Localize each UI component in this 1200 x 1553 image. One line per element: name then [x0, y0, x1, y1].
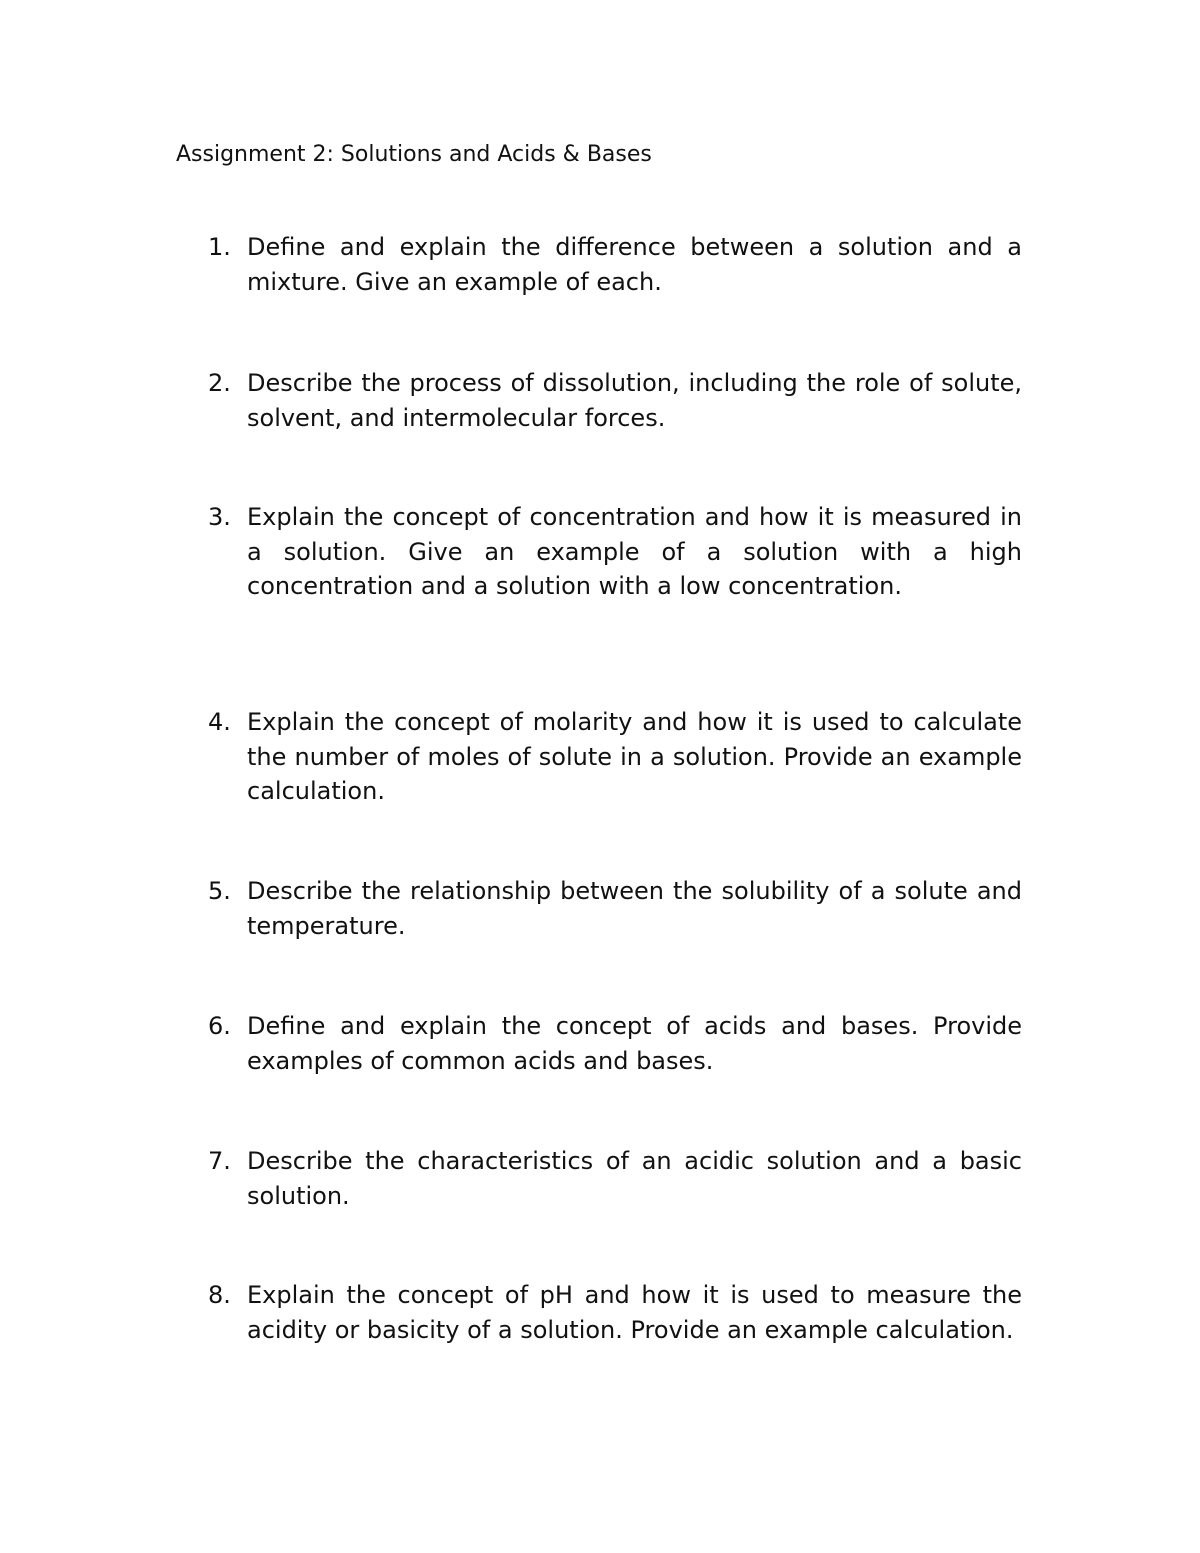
question-number: 1.	[208, 233, 231, 261]
question-text: Explain the concept of molarity and how it is used to calculate the number of moles of solute in a solution. Provide an example calculation.	[247, 708, 1022, 805]
question-item-8	[208, 1278, 1022, 1347]
question-text: Describe the process of dissolution, including the role of solute, solvent, and intermolecular forces.	[247, 369, 1022, 432]
question-text: Explain the concept of concentration and how it is measured in a solution. Give an example of a solution with a high concentration and a solution with a low concentration.	[247, 503, 1022, 600]
question-item-1	[208, 230, 1022, 299]
question-text: Describe the characteristics of an acidic solution and a basic solution.	[247, 1147, 1022, 1210]
question-item-4	[208, 705, 1022, 809]
question-number: 5.	[208, 877, 231, 905]
question-number: 8.	[208, 1281, 231, 1309]
question-number: 6.	[208, 1012, 231, 1040]
question-text: Explain the concept of pH and how it is used to measure the acidity or basicity of a solution. Provide an example calculation.	[247, 1281, 1022, 1344]
question-number: 2.	[208, 369, 231, 397]
question-item-5	[208, 874, 1022, 943]
question-text: Describe the relationship between the solubility of a solute and temperature.	[247, 877, 1022, 940]
question-number: 3.	[208, 503, 231, 531]
question-item-6	[208, 1009, 1022, 1078]
question-item-2	[208, 366, 1022, 435]
question-number: 7.	[208, 1147, 231, 1175]
question-text: Define and explain the difference between a solution and a mixture. Give an example of each.	[247, 233, 1022, 296]
question-number: 4.	[208, 708, 231, 736]
question-item-7	[208, 1144, 1022, 1213]
document-title: Assignment 2: Solutions and Acids & Bases	[176, 142, 652, 167]
question-item-3	[208, 500, 1022, 604]
question-text: Define and explain the concept of acids and bases. Provide examples of common acids and bases.	[247, 1012, 1022, 1075]
